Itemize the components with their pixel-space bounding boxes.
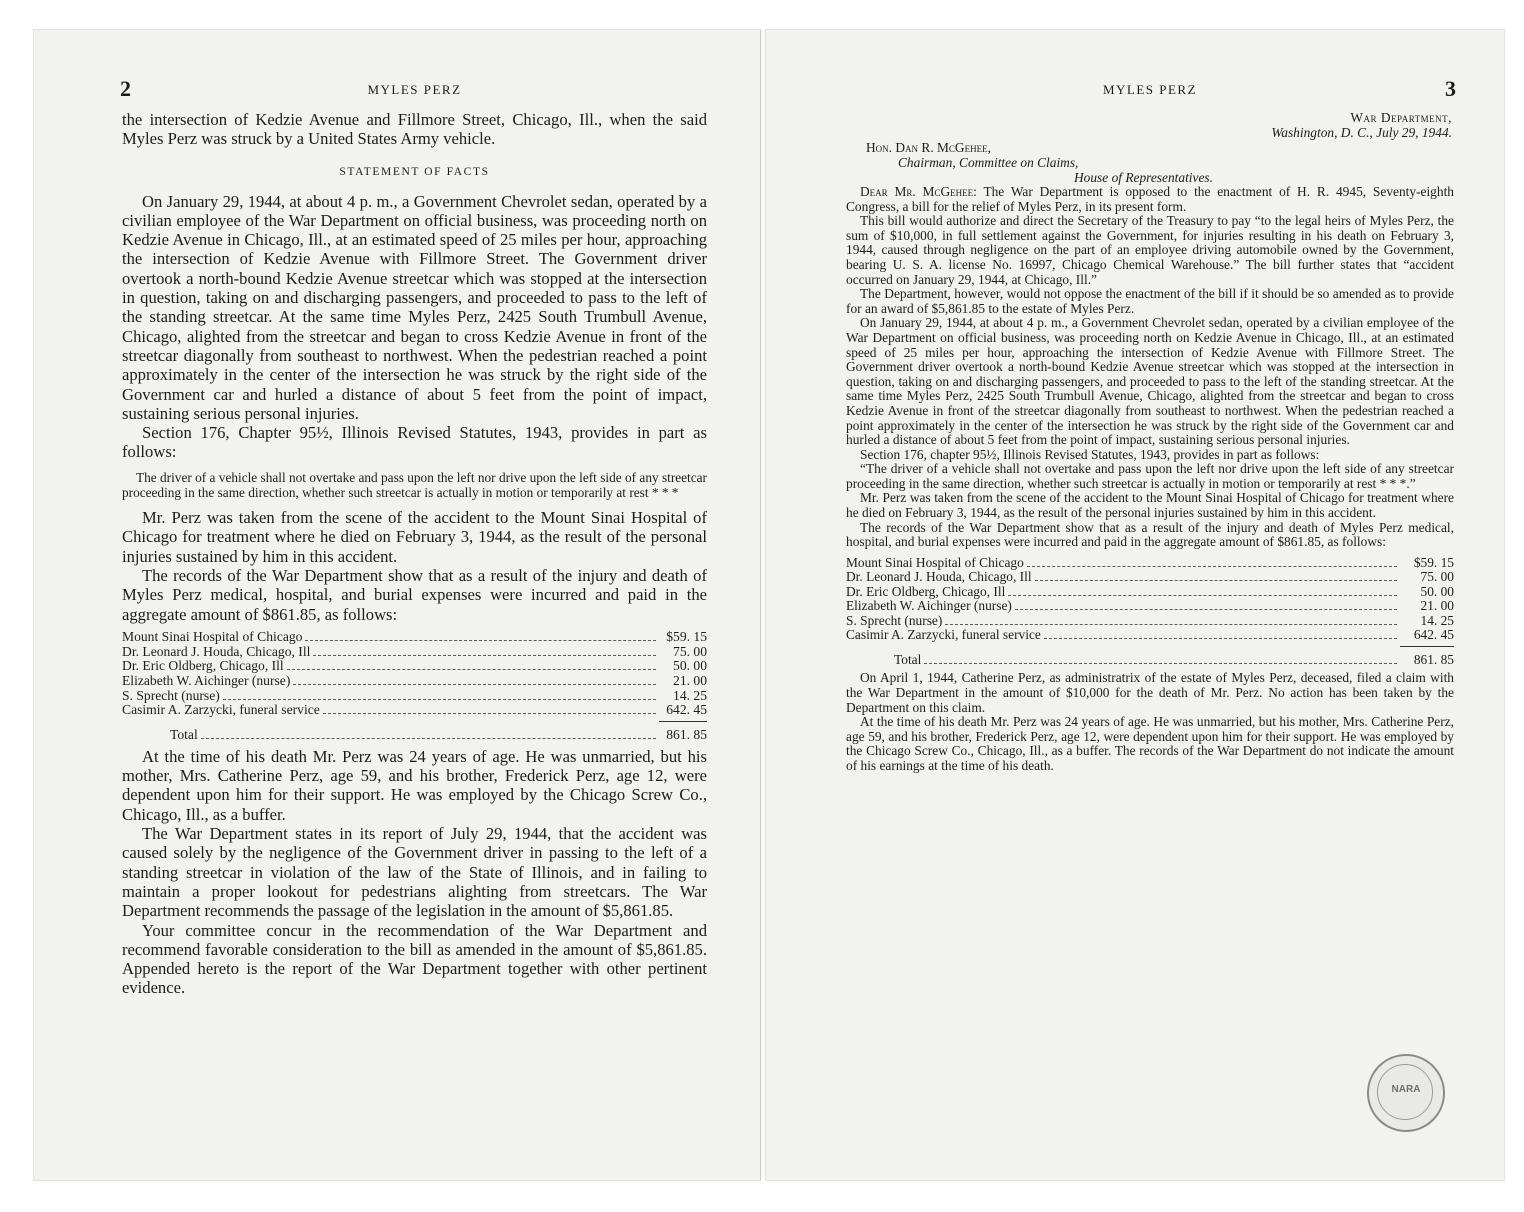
expense-item: Elizabeth W. Aichinger (nurse) [122, 673, 291, 689]
letter-date-line: Washington, D. C., July 29, 1944. [1271, 125, 1452, 140]
expense-amount: 642. 45 [1413, 627, 1454, 643]
expense-table [122, 630, 707, 743]
expense-item: Mount Sinai Hospital of Chicago [846, 554, 1024, 570]
expense-item: Dr. Eric Oldberg, Chicago, Ill [122, 658, 284, 674]
expense-row [122, 630, 707, 645]
expense-item: Elizabeth W. Aichinger (nurse) [846, 598, 1012, 614]
total-label: Total [894, 651, 922, 667]
paragraph: The records of the War Department show that as a result of the injury and death of Myles Perz medical, hospital, and burial expenses were incurred and paid in the aggregate amount of $861.85, as follows: [122, 566, 707, 624]
letter-recipient: Hon. Dan R. McGehee, [866, 140, 991, 155]
expense-row [846, 614, 1454, 629]
expense-item: Dr. Leonard J. Houda, Chicago, Ill [122, 643, 311, 659]
expense-amount: 642. 45 [666, 702, 707, 718]
expense-table [846, 556, 1454, 668]
expense-item: Casimir A. Zarzycki, funeral service [846, 627, 1041, 643]
running-header [120, 76, 707, 104]
total-label: Total [170, 727, 198, 743]
expense-item: S. Sprecht (nurse) [122, 687, 220, 703]
expense-item: Casimir A. Zarzycki, funeral service [122, 702, 320, 718]
paragraph: On January 29, 1944, at about 4 p. m., a Government Chevrolet sedan, operated by a civilian employee of the War Department on official business, was proceeding north on Kedzie Avenue in Chicago, Ill., at an estimated speed of 25 miles per hour, approaching the intersection of Kedzie Avenue with Fillmore Street. The Government driver overtook a north-bound Kedzie Avenue streetcar which was stopped at the intersection in question, taking on and discharging passengers, and proceeded to pass to the left of the standing streetcar. At the same time Myles Perz, 2425 South Trumbull Avenue, Chicago, alighted from the streetcar and began to cross Kedzie Avenue in front of the streetcar diagonally from southeast to northwest. When the pedestrian reached a point approximately in the center of the intersection he was struck by the right side of the Government car and hurled a distance of about 5 feet from the point of impact, sustaining serious personal injuries. [846, 315, 1454, 448]
paragraph: This bill would authorize and direct the Secretary of the Treasury to pay “to the legal heirs of Myles Perz, the sum of $10,000, in full settlement against the Government, for injuries resulting in his death on February 3, 1944, caused through negligence on the part of an employee driving automobile owned by the Government, bearing U. S. A. license No. 16997, Chicago Chemical Warehouse.” The bill further states that “accident occurred on January 29, 1944, at Chicago, Ill.” [846, 213, 1454, 287]
expense-row [846, 585, 1454, 600]
expense-amount: 50. 00 [1420, 583, 1454, 599]
expense-row [846, 556, 1454, 571]
running-header [846, 76, 1456, 104]
statute-quote: “The driver of a vehicle shall not overtake and pass upon the left nor drive upon the left side of any streetcar proceeding in the same direction, whether such streetcar is actually in motion or temporarily at rest * * *.” [846, 461, 1454, 491]
expense-total-row [122, 728, 707, 743]
paragraph: Dear Mr. McGehee: The War Department is opposed to the enactment of H. R. 4945, Seventy-eighth Congress, a bill for the relief of Myles Perz, in its present form. [846, 184, 1454, 214]
paragraph: Section 176, Chapter 95½, Illinois Revised Statutes, 1943, provides in part as follows: [122, 423, 707, 462]
paragraph: At the time of his death Mr. Perz was 24 years of age. He was unmarried, but his mother, Mrs. Catherine Perz, age 59, and his brother, Frederick Perz, age 12, were dependent upon him for their support. He was employed by the Chicago Screw Co., Chicago, Ill., as a buffer. [122, 746, 707, 824]
expense-row [122, 659, 707, 674]
expense-row [122, 703, 707, 718]
running-head-title: MYLES PERZ [1102, 82, 1198, 97]
expense-amount: 75. 00 [673, 643, 707, 659]
paragraph: The records of the War Department show that as a result of the injury and death of Myles Perz medical, hospital, and burial expenses were incurred and paid in the aggregate amount of $861.85, as follows: [846, 519, 1454, 550]
paragraph: The Department, however, would not oppose the enactment of the bill if it should be so amended as to provide for an award of $5,861.85 to the estate of Myles Perz. [846, 286, 1454, 316]
section-heading: STATEMENT OF FACTS [339, 165, 490, 178]
expense-row [846, 628, 1454, 643]
paragraph: On January 29, 1944, at about 4 p. m., a Government Chevrolet sedan, operated by a civilian employee of the War Department on official business, was proceeding north on Kedzie Avenue in Chicago, Ill., at an estimated speed of 25 miles per hour, approaching the intersection of Kedzie Avenue with Fillmore Street. The Government driver overtook a north-bound Kedzie Avenue streetcar which was stopped at the intersection in question, taking on and discharging passengers, and proceeded to pass to the left of the standing streetcar. At the same time Myles Perz, 2425 South Trumbull Avenue, Chicago, alighted from the streetcar and began to cross Kedzie Avenue in front of the streetcar diagonally from southeast to northwest. When the pedestrian reached a point approximately in the center of the intersection he was struck by the right side of the Government car and hurled a distance of about 5 feet from the point of impact, sustaining serious personal injuries. [122, 191, 707, 423]
opening-paragraph: the intersection of Kedzie Avenue and Fillmore Street, Chicago, Ill., when the said Myles Perz was struck by a United States Army vehicle. [122, 110, 707, 149]
paragraph: The War Department states in its report of July 29, 1944, that the accident was caused solely by the negligence of the Government driver in passing to the left of a standing streetcar in violation of the law of the State of Illinois, and in failing to maintain a proper lookout for pedestrians alighting from streetcars. The War Department recommends the passage of the legislation in the amount of $5,861.85. [122, 824, 707, 921]
right-page-content [846, 76, 1456, 774]
expense-amount: 75. 00 [1420, 569, 1454, 585]
expense-amount: $59. 15 [666, 628, 707, 644]
expense-amount: 14. 25 [673, 687, 707, 703]
expense-item: Dr. Leonard J. Houda, Chicago, Ill [846, 569, 1032, 585]
paragraph: At the time of his death Mr. Perz was 24 years of age. He was unmarried, but his mother, Mrs. Catherine Perz, age 59, and his brother, Frederick Perz, age 12, were dependent upon him for their support. He was employed by the Chicago Screw Co., Chicago, Ill., as a buffer. The records of the War Department do not indicate the amount of his earnings at the time of his death. [846, 714, 1454, 773]
total-rule [1400, 646, 1454, 647]
expense-amount: 50. 00 [673, 658, 707, 674]
paragraph: On April 1, 1944, Catherine Perz, as administratrix of the estate of Myles Perz, deceased, filed a claim with the War Department in the amount of $10,000 for the death of Mr. Perz. No action has been taken by the Department on this claim. [846, 670, 1454, 715]
running-head-title: MYLES PERZ [367, 82, 462, 97]
archive-stamp [1367, 1054, 1445, 1132]
expense-row [122, 645, 707, 660]
paragraph: Your committee concur in the recommendation of the War Department and recommend favorable consideration to the bill as amended in the amount of $5,861.85. Appended hereto is the report of the War Department together with other pertinent evidence. [122, 920, 707, 998]
expense-item: Mount Sinai Hospital of Chicago [122, 628, 303, 644]
recipient-title: Chairman, Committee on Claims, [898, 155, 1079, 170]
left-page [34, 30, 760, 1180]
paragraph: Mr. Perz was taken from the scene of the accident to the Mount Sinai Hospital of Chicago for treatment where he died on February 3, 1944, as the result of the personal injuries sustained by him in this accident. [122, 508, 707, 566]
right-page [766, 30, 1504, 1180]
salutation: Dear Mr. McGehee: [860, 184, 977, 199]
expense-item: Dr. Eric Oldberg, Chicago, Ill [846, 583, 1006, 599]
page-number: 2 [120, 76, 131, 101]
expense-total-row [846, 653, 1454, 668]
expense-amount: 14. 25 [1420, 612, 1454, 628]
expense-amount: 21. 00 [1420, 598, 1454, 614]
expense-amount: 21. 00 [673, 673, 707, 689]
expense-row [122, 689, 707, 704]
stamp-text: NARA [1391, 1084, 1421, 1095]
paragraph: Section 176, chapter 95½, Illinois Revised Statutes, 1943, provides in part as follows: [860, 446, 1320, 462]
expense-row [846, 599, 1454, 614]
paragraph: Mr. Perz was taken from the scene of the accident to the Mount Sinai Hospital of Chicago for treatment where he died on February 3, 1944, as the result of the personal injuries sustained by him in this accident. [846, 490, 1454, 521]
statute-quote: The driver of a vehicle shall not overtake and pass upon the left nor drive upon the left side of any streetcar proceeding in the same direction, whether such streetcar is actually in motion or temporarily at rest * * * [122, 469, 707, 500]
total-rule [659, 721, 707, 722]
page-number: 3 [1445, 76, 1456, 101]
recipient-body: House of Representatives. [1074, 170, 1213, 185]
total-amount: 861. 85 [1413, 651, 1454, 667]
expense-row [846, 570, 1454, 585]
total-amount: 861. 85 [666, 727, 707, 743]
letter-sender: War Department, [1350, 110, 1452, 125]
expense-row [122, 674, 707, 689]
expense-item: S. Sprecht (nurse) [846, 612, 943, 628]
expense-amount: $59. 15 [1413, 554, 1454, 570]
left-page-content [120, 76, 707, 998]
